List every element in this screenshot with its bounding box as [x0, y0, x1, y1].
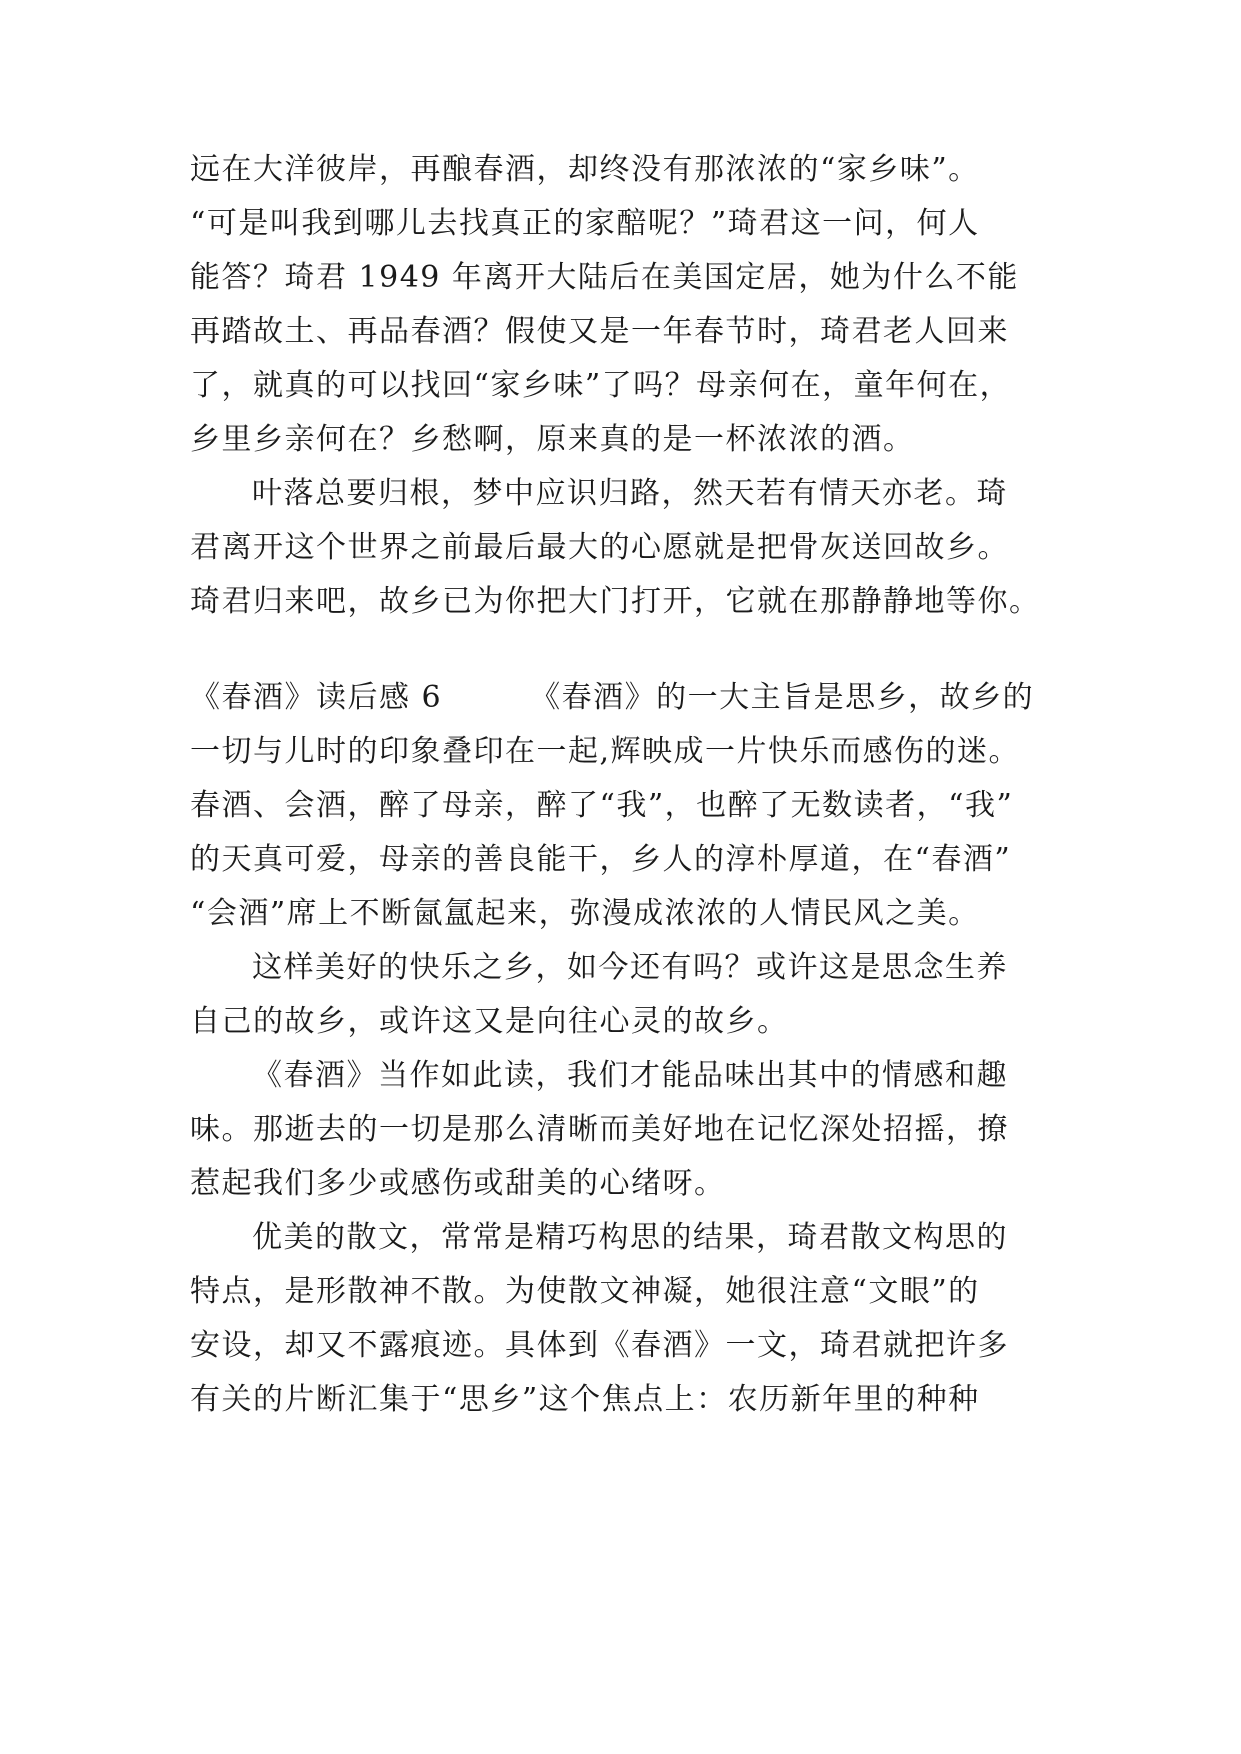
text-line: 春酒、会酒，醉了母亲，醉了“我”，也醉了无数读者，“我”: [190, 788, 1014, 823]
paragraph-first-line: 《春酒》当作如此读，我们才能品味出其中的情感和趣: [252, 1058, 1008, 1093]
text-line: 有关的片断汇集于“思乡”这个焦点上：农历新年里的种种: [190, 1382, 980, 1417]
text-line: 琦君归来吧，故乡已为你把大门打开，它就在那静静地等你。: [190, 584, 1041, 619]
text-line: 味。那逝去的一切是那么清晰而美好地在记忆深处招摇，撩: [190, 1112, 1009, 1147]
paragraph-first-line: 优美的散文，常常是精巧构思的结果，琦君散文构思的: [252, 1220, 1008, 1255]
text-line: 乡里乡亲何在？乡愁啊，原来真的是一杯浓浓的酒。: [190, 422, 915, 457]
text-line: 安设，却又不露痕迹。具体到《春酒》一文，琦君就把许多: [190, 1328, 1009, 1363]
section-heading: 《春酒》读后感 6: [190, 680, 443, 715]
text-line: 特点，是形散神不散。为使散文神凝，她很注意“文眼”的: [190, 1274, 980, 1309]
text-line: “可是叫我到哪儿去找真正的家醅呢？”琦君这一问，何人: [190, 206, 980, 241]
text-line: 一切与儿时的印象叠印在一起,辉映成一片快乐而感伤的迷。: [190, 734, 1021, 769]
text-line: “会酒”席上不断氤氲起来，弥漫成浓浓的人情民风之美。: [190, 896, 980, 931]
paragraph-first-line: 这样美好的快乐之乡，如今还有吗？或许这是思念生养: [252, 950, 1008, 985]
paragraph-first-line: 叶落总要归根，梦中应识归路，然天若有情天亦老。琦: [252, 476, 1008, 511]
text-line: 自己的故乡，或许这又是向往心灵的故乡。: [190, 1004, 789, 1039]
text-line: 君离开这个世界之前最后最大的心愿就是把骨灰送回故乡。: [190, 530, 1009, 565]
text-line: 的天真可爱，母亲的善良能干，乡人的淳朴厚道，在“春酒”: [190, 842, 1012, 877]
section-heading-line: [190, 678, 1034, 718]
text-line: 了，就真的可以找回“家乡味”了吗？母亲何在，童年何在，: [190, 368, 1012, 403]
text-line: 再踏故土、再品春酒？假使又是一年春节时，琦君老人回来: [190, 314, 1009, 349]
text-line: 远在大洋彼岸，再酿春酒，却终没有那浓浓的“家乡味”。: [190, 152, 980, 187]
text-line: 能答？琦君 1949 年离开大陆后在美国定居，她为什么不能: [190, 260, 1019, 295]
text-line: 惹起我们多少或感伤或甜美的心绪呀。: [190, 1166, 726, 1201]
heading-continuation: 《春酒》的一大主旨是思乡，故乡的: [530, 680, 1035, 715]
